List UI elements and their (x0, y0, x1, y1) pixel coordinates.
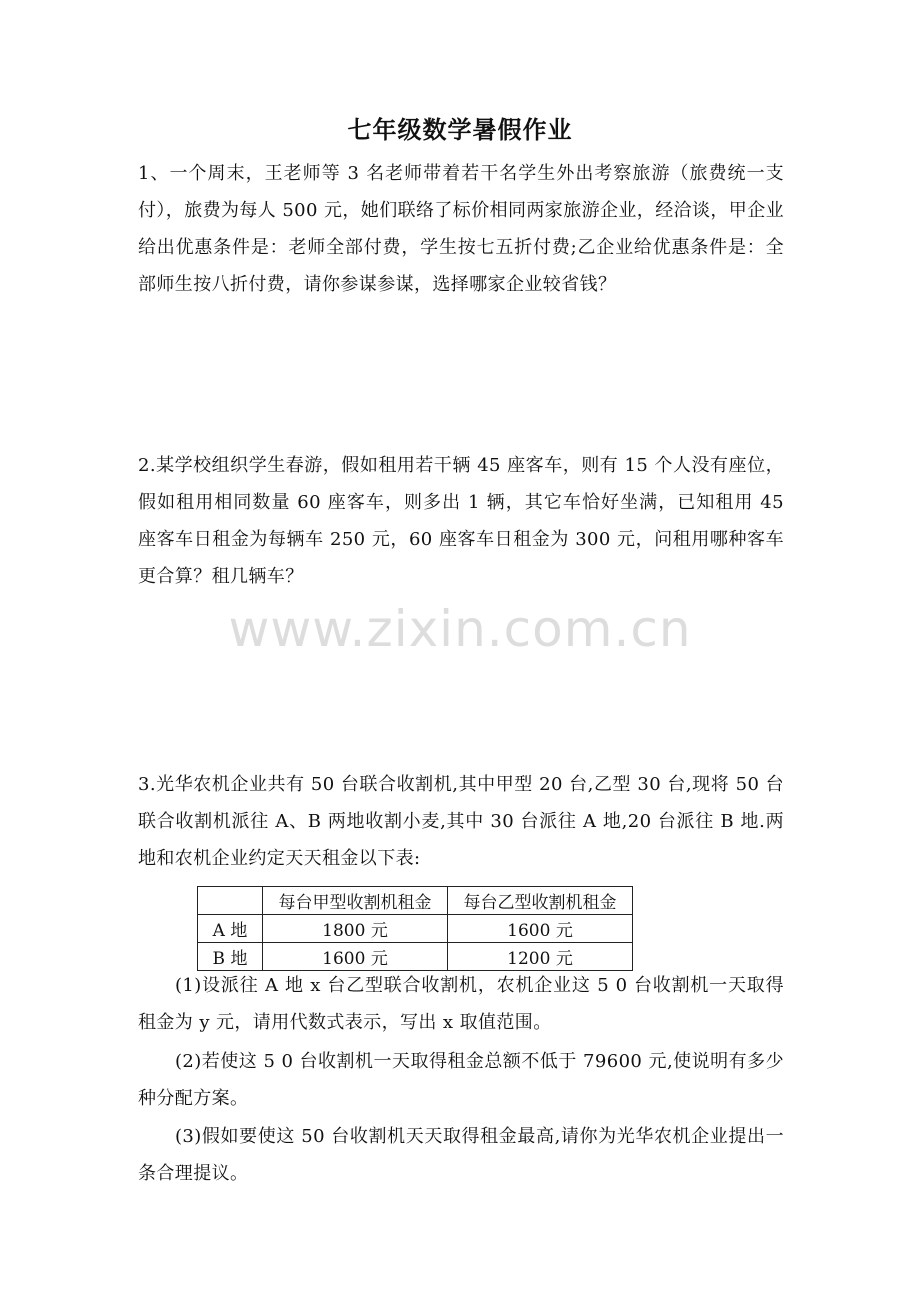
question-1: 1、一个周末，王老师等 3 名老师带着若干名学生外出考察旅游（旅费统一支付），旅费为每人 500 元，她们联络了标价相同两家旅游企业，经洽谈，甲企业给出优惠条件是：老师全部付费，学生按七五折付费;乙企业给优惠条件是：全部师生按八折付费，请你参谋参谋，选择哪家企业较省钱？ (138, 163, 784, 295)
table-cell: 1600 元 (448, 915, 633, 943)
table-cell: A 地 (198, 915, 263, 943)
table-header-row (198, 887, 633, 915)
sub-question-2: (2)若使这 5 0 台收割机一天取得租金总额不低于 79600 元,使说明有多少种分配方案。 (138, 1051, 784, 1109)
table-header-cell (198, 887, 263, 915)
table-cell: B 地 (198, 943, 263, 971)
watermark: www.zixin.com.cn (228, 600, 692, 658)
sub-question-3: (3)假如要使这 50 台收割机天天取得租金最高,请你为光华农机企业提出一条合理提议。 (138, 1126, 784, 1184)
table-cell: 1200 元 (448, 943, 633, 971)
rent-table (197, 886, 633, 971)
question-2: 2.某学校组织学生春游，假如租用若干辆 45 座客车，则有 15 个人没有座位，假如租用相同数量 60 座客车，则多出 1 辆，其它车恰好坐满，已知租用 45 座客车日租金为每辆车 250 元，60 座客车日租金为 300 元，问租用哪种客车更合算？租几辆车？ (138, 455, 791, 587)
page-title: 七年级数学暑假作业 (347, 116, 573, 144)
sub-question-1: (1)设派往 A 地 x 台乙型联合收割机，农机企业这 5 0 台收割机一天取得租金为 y 元，请用代数式表示，写出 x 取值范围。 (138, 975, 784, 1033)
question-3: 3.光华农机企业共有 50 台联合收割机,其中甲型 20 台,乙型 30 台,现将 50 台联合收割机派往 A、B 两地收割小麦,其中 30 台派往 A 地,20 台派往 B 地.两地和农机企业约定天天租金以下表: (138, 774, 784, 869)
table-row (198, 915, 633, 943)
table-cell: 1800 元 (263, 915, 448, 943)
table-header-cell: 每台乙型收割机租金 (448, 887, 633, 915)
table-cell: 1600 元 (263, 943, 448, 971)
table-header-cell: 每台甲型收割机租金 (263, 887, 448, 915)
